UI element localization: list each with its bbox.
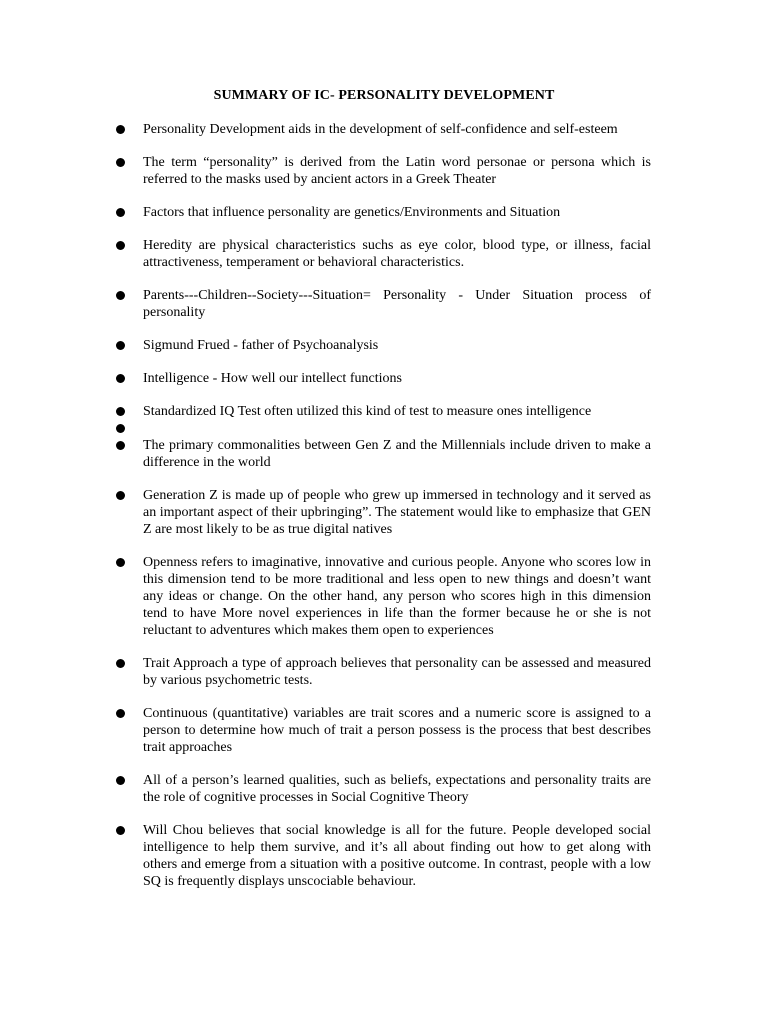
bullet-item — [115, 487, 651, 538]
bullet-item — [115, 154, 651, 188]
bullet-icon — [116, 374, 125, 383]
bullet-text: Factors that influence personality are genetics/Environments and Situation — [143, 205, 561, 220]
bullet-item — [115, 655, 651, 689]
bullet-icon — [116, 125, 125, 134]
bullet-icon — [116, 776, 125, 785]
bullet-text: Continuous (quantitative) variables are trait scores and a numeric score is assigned to a person to determine how much of trait a person possess is the process that best describes trait approaches — [143, 706, 651, 755]
bullet-text: Standardized IQ Test often utilized this kind of test to measure ones intelligence — [143, 404, 592, 419]
bullet-item — [115, 337, 651, 354]
bullet-text: All of a person’s learned qualities, such as beliefs, expectations and personality traits are the role of cognitive processes in Social Cognitive Theory — [143, 773, 651, 805]
bullet-item — [115, 822, 651, 890]
bullet-icon — [116, 558, 125, 567]
bullet-item — [115, 554, 651, 639]
bullet-icon — [116, 208, 125, 217]
bullet-icon — [116, 424, 125, 433]
bullet-text: Parents---Children--Society---Situation= Personality - Under Situation process of personality — [143, 288, 651, 320]
bullet-icon — [116, 659, 125, 668]
bullet-item — [115, 705, 651, 756]
bullet-text: Personality Development aids in the development of self-confidence and self-esteem — [143, 122, 618, 137]
bullet-text: Generation Z is made up of people who grew up immersed in technology and it served as an important aspect of their upbringing”. The statement would like to emphasize that GEN Z are most likely to be as true digital natives — [143, 488, 651, 537]
bullet-item — [115, 370, 651, 387]
bullet-text: Trait Approach a type of approach believes that personality can be assessed and measured by various psychometric tests. — [143, 656, 651, 688]
bullet-text: Intelligence - How well our intellect functions — [143, 371, 402, 386]
bullet-icon — [116, 441, 125, 450]
bullet-text: The term “personality” is derived from the Latin word personae or persona which is referred to the masks used by ancient actors in a Greek Theater — [143, 155, 651, 187]
bullet-icon — [116, 341, 125, 350]
bullet-icon — [116, 709, 125, 718]
bullet-icon — [116, 491, 125, 500]
bullet-text: Will Chou believes that social knowledge is all for the future. People developed social intelligence to help them survive, and it’s all about finding out how to get along with others and emerge from a situation with a positive outcome. In contrast, people with a low SQ is frequently displays unscociable behaviour. — [143, 823, 651, 889]
bullet-item — [115, 204, 651, 221]
bullet-text: The primary commonalities between Gen Z and the Millennials include driven to make a difference in the world — [143, 438, 651, 470]
bullet-text: Sigmund Frued - father of Psychoanalysis — [143, 338, 379, 353]
bullet-item — [115, 121, 651, 138]
bullet-icon — [116, 291, 125, 300]
bullet-item — [115, 237, 651, 271]
bullet-text: Heredity are physical characteristics suchs as eye color, blood type, or illness, facial attractiveness, temperament or behavioral characteristics. — [143, 238, 651, 270]
bullet-list — [115, 121, 651, 906]
bullet-icon — [116, 407, 125, 416]
bullet-item-empty — [115, 420, 651, 437]
bullet-item — [115, 403, 651, 420]
bullet-text: Openness refers to imaginative, innovative and curious people. Anyone who scores low in this dimension tend to be more traditional and less open to new things and doesn’t want any ideas or change. On the other hand, any person who scores high in this dimension tend to have More novel experiences in life than the former because he or she is not reluctant to adventures which makes them open to experiences — [143, 555, 651, 638]
bullet-item — [115, 287, 651, 321]
bullet-item — [115, 437, 651, 471]
bullet-item — [115, 772, 651, 806]
document-title: SUMMARY OF IC- PERSONALITY DEVELOPMENT — [213, 88, 555, 103]
bullet-icon — [116, 241, 125, 250]
bullet-icon — [116, 158, 125, 167]
bullet-icon — [116, 826, 125, 835]
